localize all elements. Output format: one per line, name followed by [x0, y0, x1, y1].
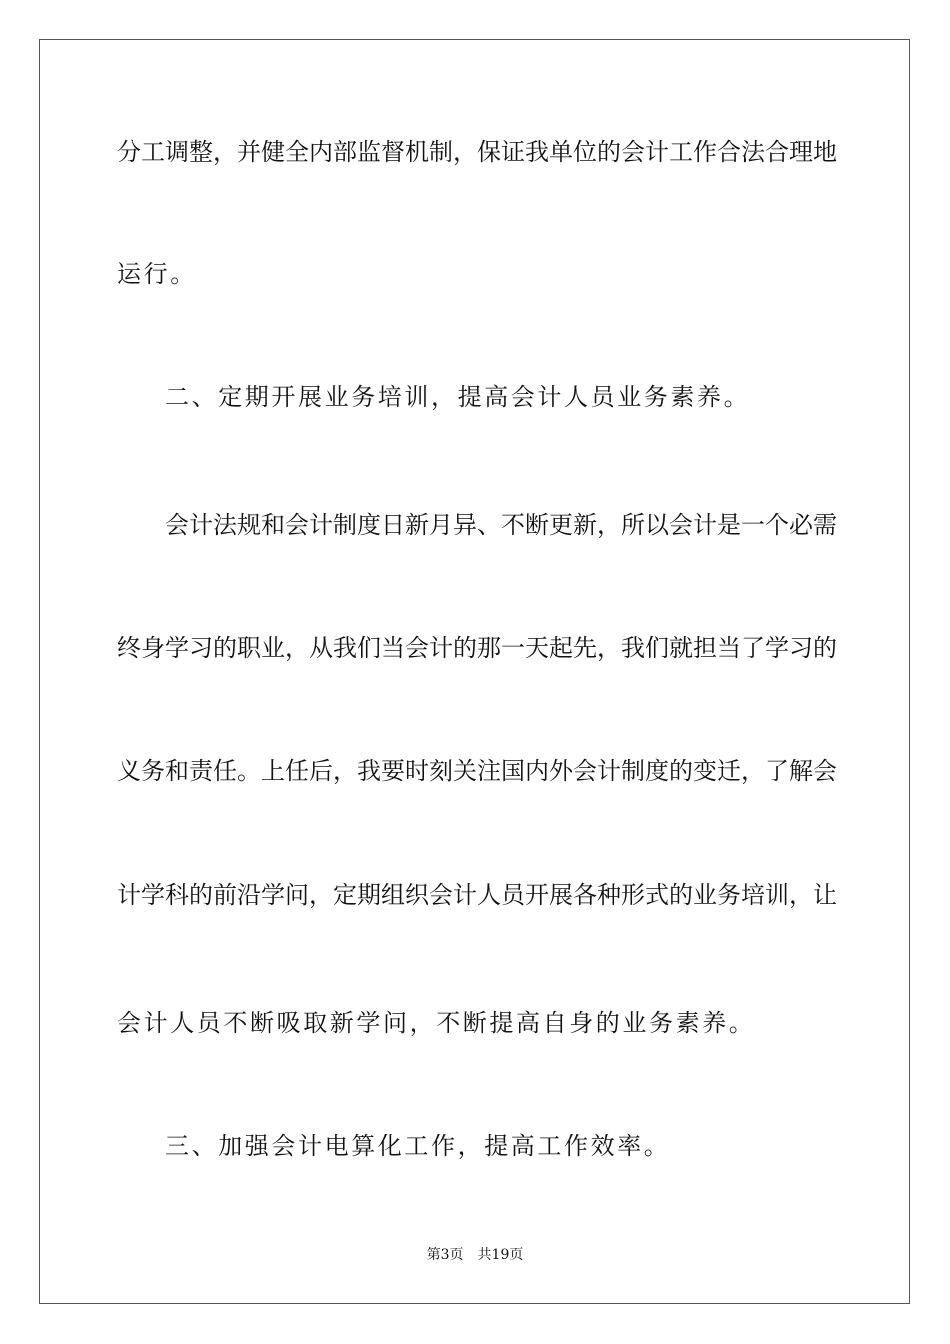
- page-frame: [39, 39, 910, 1304]
- body-line-2: 运行。: [117, 260, 197, 288]
- body-line-6: 义务和责任。上任后，我要时刻关注国内外会计制度的变迁，了解会: [117, 757, 837, 785]
- page-total: 共19页: [477, 1247, 524, 1263]
- page-number: 第3页: [426, 1247, 464, 1263]
- body-line-8: 会计人员不断吸取新学问，不断提高自身的业务素养。: [117, 1009, 756, 1037]
- page-footer: [0, 1246, 950, 1264]
- body-line-7: 计学科的前沿学问，定期组织会计人员开展各种形式的业务培训，让: [117, 881, 837, 909]
- section-heading-3: 三、加强会计电算化工作，提高工作效率。: [165, 1132, 671, 1160]
- body-line-5: 终身学习的职业，从我们当会计的那一天起先，我们就担当了学习的: [117, 634, 837, 662]
- body-line-4: 会计法规和会计制度日新月异、不断更新，所以会计是一个必需: [165, 511, 837, 539]
- body-line-1: 分工调整，并健全内部监督机制，保证我单位的会计工作合法合理地: [117, 138, 837, 166]
- section-heading-2: 二、定期开展业务培训，提高会计人员业务素养。: [165, 383, 751, 411]
